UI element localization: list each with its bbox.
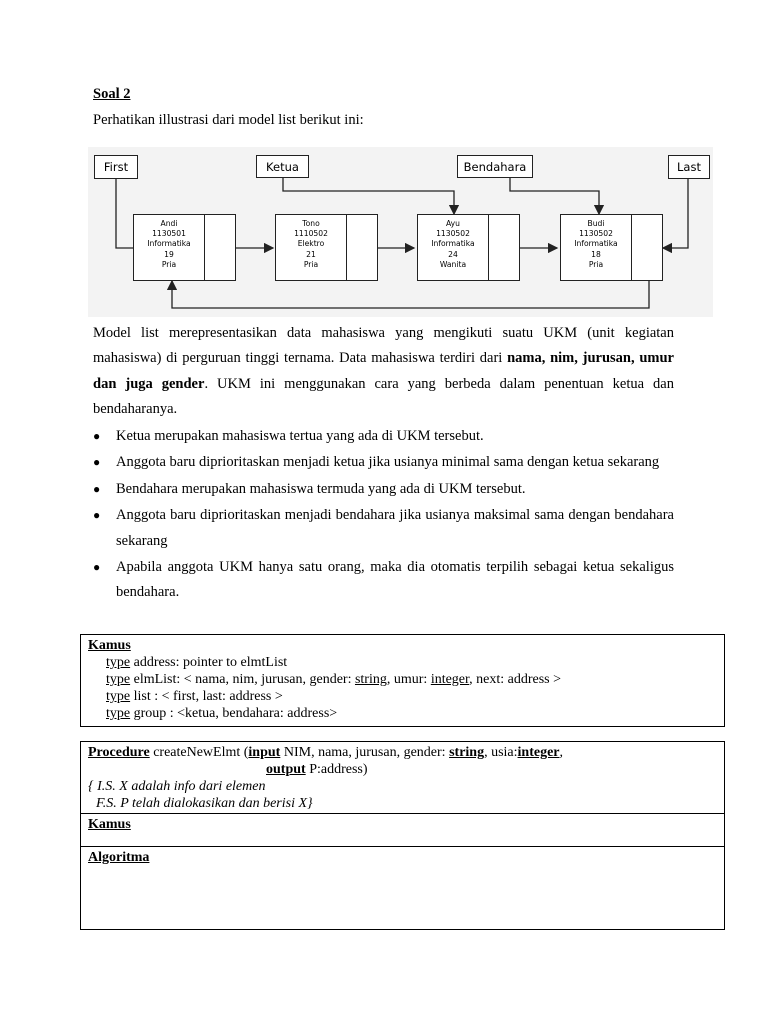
procedure-algoritma-section: [81, 847, 724, 868]
type-group-line: [88, 705, 717, 722]
intro-text: Perhatikan illustrasi dari model list berikut ini:: [93, 112, 364, 128]
list-item: [93, 450, 674, 475]
bendahara-pointer-label: Bendahara: [457, 155, 533, 178]
string-keyword: string: [449, 745, 485, 760]
line-text: elmList: < nama, nim, jurusan, gender:: [130, 672, 355, 687]
procedure-kamus-header: Kamus: [88, 817, 131, 832]
type-elmlist-line: [88, 671, 717, 688]
params-text: NIM, nama, jurusan, gender:: [280, 745, 450, 760]
bendahara-arrow: [510, 178, 599, 214]
paragraph-bold-fields: nama, nim, jurusan, umur dan juga gender: [93, 350, 674, 392]
node-jurusan: Informatika: [147, 239, 191, 249]
node-info: [276, 215, 347, 280]
output-keyword: output: [266, 762, 306, 777]
node-nim: 1130502: [436, 229, 470, 239]
linked-list-diagram: [88, 147, 713, 317]
type-address-line: [88, 654, 717, 671]
paragraph-text-1: Model list merepresentasikan data mahasiswa yang mengikuti suatu UKM (unit kegiatan mahasiswa) di perguruan tinggi ternama. Data mahasiswa terdiri dari: [93, 325, 674, 367]
node-jurusan: Elektro: [297, 239, 325, 249]
line-text: group : <ketua, bendahara: address>: [130, 706, 338, 721]
list-item-text: Anggota baru diprioritaskan menjadi bendahara jika usianya maksimal sama dengan bendahara sekarang: [116, 507, 674, 549]
list-item: [93, 424, 674, 449]
list-item: [93, 477, 674, 502]
input-keyword: input: [248, 745, 281, 760]
node-umur: 24: [448, 249, 458, 259]
node-jurusan: Informatika: [431, 239, 475, 249]
ketua-arrow: [283, 178, 454, 214]
line-text: , umur:: [386, 672, 431, 687]
kamus-box: [80, 634, 725, 727]
node-nama: Budi: [587, 219, 605, 228]
node-gender: Pria: [588, 259, 604, 269]
node-gender: Pria: [161, 259, 177, 269]
type-keyword: type: [106, 689, 131, 704]
integer-keyword: integer: [430, 672, 470, 687]
bullet-icon: ●: [93, 455, 101, 470]
node-umur: 21: [306, 249, 316, 259]
bullet-icon: ●: [93, 560, 101, 575]
kamus-header: Kamus: [88, 638, 131, 653]
paragraph-text-2: . UKM ini menggunakan cara yang berbeda dalam penentuan ketua dan bendaharanya.: [93, 375, 674, 418]
procedure-comment-is: { I.S. X adalah info dari elemen: [88, 779, 266, 794]
node-info: [134, 215, 205, 280]
node-gender: Pria: [303, 259, 319, 269]
node-next-field: [632, 215, 662, 280]
node-nama: Tono: [302, 219, 320, 228]
node-umur: 19: [164, 249, 174, 259]
node-info: [418, 215, 489, 280]
procedure-kamus-section: [81, 814, 724, 847]
line-text: list : < first, last: address >: [130, 689, 283, 704]
list-node-budi: [560, 214, 663, 281]
list-item-text: Bendahara merupakan mahasiswa termuda yang ada di UKM tersebut.: [116, 480, 526, 497]
list-node-tono: [275, 214, 378, 281]
node-nim: 1110502: [294, 229, 328, 239]
procedure-name: createNewElmt (: [149, 745, 249, 760]
list-item-text: Ketua merupakan mahasiswa tertua yang ada di UKM tersebut.: [116, 428, 484, 444]
type-keyword: type: [106, 672, 131, 687]
node-nim: 1130502: [579, 229, 613, 239]
line-text: , next: address >: [469, 672, 561, 687]
line-text: address: pointer to elmtList: [130, 655, 288, 670]
node-nama: Ayu: [446, 219, 460, 228]
procedure-signature-line2: [88, 761, 717, 778]
list-item: [93, 555, 674, 606]
question-heading: Soal 2: [93, 86, 131, 102]
node-next-field: [347, 215, 377, 280]
type-list-line: [88, 688, 717, 705]
node-nama: Andi: [160, 219, 178, 228]
node-umur: 18: [591, 249, 601, 259]
string-keyword: string: [354, 672, 387, 687]
list-item-text: Anggota baru diprioritaskan menjadi ketua jika usianya minimal sama dengan ketua sekarang: [116, 454, 660, 471]
bullet-icon: ●: [93, 429, 101, 443]
procedure-signature-line1: [88, 744, 717, 761]
list-node-ayu: [417, 214, 520, 281]
last-pointer-label: Last: [668, 155, 710, 179]
ketua-pointer-label: Ketua: [256, 155, 309, 178]
first-pointer-label: First: [94, 155, 138, 179]
list-item: [93, 503, 674, 554]
procedure-comment-fs: F.S. P telah dialokasikan dan berisi X}: [96, 796, 313, 811]
procedure-keyword: Procedure: [88, 745, 150, 760]
params-text: P:address): [305, 762, 368, 777]
procedure-header-section: [81, 742, 724, 814]
list-node-andi: [133, 214, 236, 281]
procedure-box: [80, 741, 725, 930]
node-jurusan: Informatika: [574, 239, 618, 249]
params-text: , usia:: [484, 745, 518, 760]
bullet-icon: ●: [93, 508, 101, 523]
description-paragraph: [93, 321, 674, 423]
list-item-text: Apabila anggota UKM hanya satu orang, maka dia otomatis terpilih sebagai ketua sekaligus bendahara.: [116, 559, 674, 601]
node-next-field: [489, 215, 519, 280]
bullet-icon: ●: [93, 481, 101, 496]
node-nim: 1130501: [152, 229, 186, 239]
node-gender: Wanita: [439, 259, 467, 269]
type-keyword: type: [106, 655, 131, 670]
integer-keyword: integer: [517, 745, 560, 760]
node-next-field: [205, 215, 235, 280]
rules-list: [93, 424, 674, 607]
params-text: ,: [559, 745, 564, 760]
type-keyword: type: [106, 706, 131, 721]
last-arrow: [663, 179, 688, 248]
node-info: [561, 215, 632, 280]
procedure-algoritma-header: Algoritma: [88, 850, 150, 865]
